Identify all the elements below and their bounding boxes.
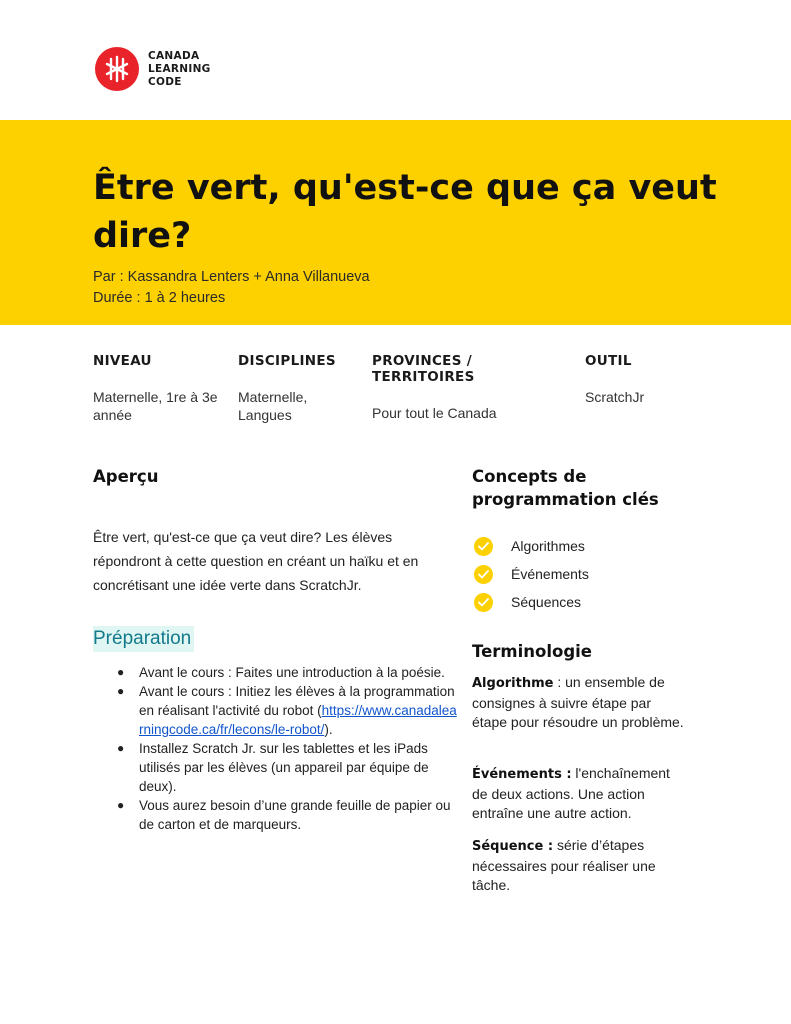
meta-disciplines-value: Maternelle, Langues xyxy=(238,389,308,423)
meta-disciplines xyxy=(238,353,348,424)
bullet: ● xyxy=(117,684,125,698)
page-title: Être vert, qu'est-ce que ça veut dire? xyxy=(93,168,717,256)
meta-niveau-value: Maternelle, 1re à 3e année xyxy=(93,389,218,423)
term-evenements xyxy=(472,764,687,824)
meta-niveau-label: NIVEAU xyxy=(93,353,152,369)
list-item xyxy=(474,532,589,560)
logo-text xyxy=(148,50,211,89)
check-icon xyxy=(474,593,493,612)
logo-text-line3: CODE xyxy=(148,75,182,88)
duration: Durée : 1 à 2 heures xyxy=(93,290,226,306)
check-icon xyxy=(474,565,493,584)
term-sequence xyxy=(472,836,687,896)
term-algorithme xyxy=(472,673,687,733)
list-item xyxy=(117,682,459,739)
term-definition: l'enchaînement de deux actions. Une action entraîne une autre action. xyxy=(472,765,670,821)
meta-provinces-value: Pour tout le Canada xyxy=(372,405,497,421)
apercu-text: Être vert, qu'est-ce que ça veut dire? Les élèves répondront à cette question en créant un haïku et en concrétisant une idée verte dans ScratchJr. xyxy=(93,529,419,593)
meta-outil-value: ScratchJr xyxy=(585,389,645,405)
canada-learning-code-logo-icon xyxy=(95,47,139,91)
preparation-title: Préparation xyxy=(93,626,194,652)
list-item-text: Avant le cours : Faites une introduction à la poésie. xyxy=(139,665,445,680)
logo-text-line2: LEARNING xyxy=(148,62,211,75)
check-icon xyxy=(474,537,493,556)
list-item-text: Installez Scratch Jr. sur les tablettes et les iPads utilisés par les élèves (un appareil par équipe de deux). xyxy=(139,741,429,794)
apercu-title: Aperçu xyxy=(93,467,159,486)
list-item xyxy=(117,796,459,834)
list-item xyxy=(474,560,589,588)
bullet: ● xyxy=(117,665,125,679)
terminologie-title: Terminologie xyxy=(472,642,592,661)
term-definition: : un ensemble de consignes à suivre étape par étape pour résoudre un problème. xyxy=(472,674,684,730)
meta-outil xyxy=(585,353,705,406)
term-definition: série d’étapes nécessaires pour réaliser une tâche. xyxy=(472,837,656,893)
list-item-text: Vous aurez besoin d’une grande feuille de papier ou de carton et de marqueurs. xyxy=(139,798,451,832)
list-item xyxy=(474,588,589,616)
list-item xyxy=(117,663,459,682)
bullet: ● xyxy=(117,798,125,812)
term-label: Événements : xyxy=(472,767,572,782)
robot-activity-link[interactable]: https://www.canadalearningcode.ca/fr/lecons/le-robot/ xyxy=(139,703,457,737)
meta-niveau xyxy=(93,353,223,424)
meta-outil-label: OUTIL xyxy=(585,353,632,369)
meta-provinces-label: PROVINCES / TERRITOIRES xyxy=(372,353,475,385)
meta-disciplines-label: DISCIPLINES xyxy=(238,353,336,369)
term-label: Algorithme xyxy=(472,676,554,691)
bullet: ● xyxy=(117,741,125,755)
list-item-text: Avant le cours : Initiez les élèves à la programmation en réalisant l'activité du robot ( xyxy=(139,684,455,718)
meta-provinces xyxy=(372,353,577,422)
concept-label: Événements xyxy=(511,566,589,582)
list-item-text-end: ). xyxy=(324,722,333,737)
byline xyxy=(93,267,370,309)
logo-text-line1: CANADA xyxy=(148,49,200,62)
concepts-title: Concepts de programmation clés xyxy=(472,467,659,509)
concepts-list xyxy=(474,532,589,616)
list-item xyxy=(117,739,459,796)
concept-label: Séquences xyxy=(511,594,582,610)
concept-label: Algorithmes xyxy=(511,538,585,554)
authors: Par : Kassandra Lenters + Anna Villanueva xyxy=(93,269,370,285)
preparation-list xyxy=(117,663,459,834)
logo xyxy=(95,47,211,91)
term-label: Séquence : xyxy=(472,839,554,854)
